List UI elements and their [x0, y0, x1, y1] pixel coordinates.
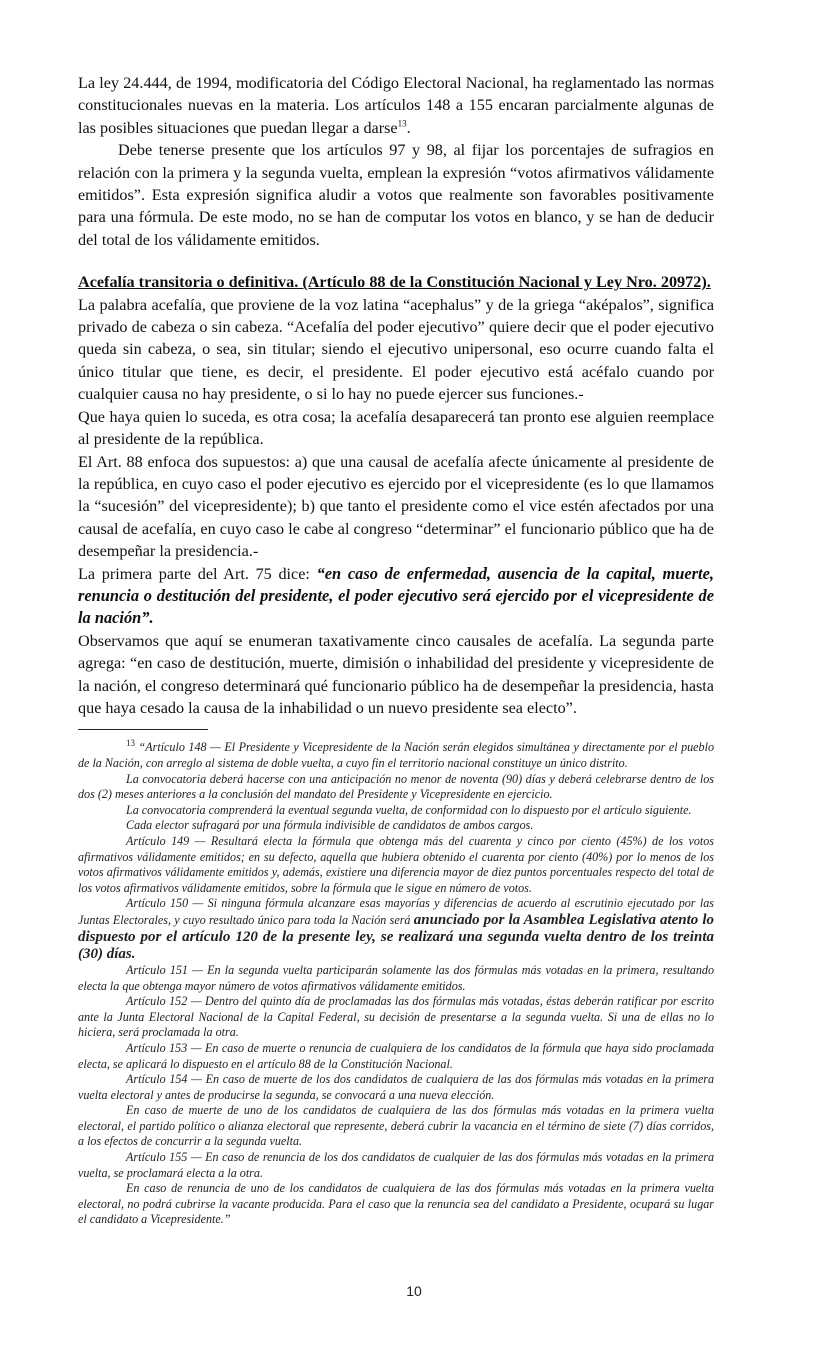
footnote-paragraph: Artículo 153 — En caso de muerte o renuncia de cualquiera de los candidatos de la fórmula que haya sido proclamada electa, se aplicará lo dispuesto en el artículo 88 de la Constitución Nacional.	[78, 1040, 714, 1071]
paragraph-votos-afirmativos: Debe tenerse presente que los artículos 97 y 98, al fijar los porcentajes de sufragios en relación con la primera y la segunda vuelta, emplean la expresión “votos afirmativos válidamente emitidos”. Esta expresión significa aludir a votos que realmente son favorables positivamente para una fórmula. De este modo, no se han de computar los votos en blanco, y se han de deducir del total de los válidamente emitidos.	[78, 141, 714, 249]
paragraph-causales: Observamos que aquí se enumeran taxativamente cinco causales de acefalía. La segunda parte agrega: “en caso de destitución, muerte, dimisión o inhabilidad del presidente y vicepresidente de la nación, el congreso determinará qué funcionario público ha de desempeñar la presidencia, hasta que haya cesado la causa de la inhabilidad o un nuevo presidente sea electo”.	[78, 631, 714, 717]
footnote-paragraph	[78, 896, 714, 963]
paragraph-end: .	[406, 118, 411, 137]
paragraph-lead: La primera parte del Art. 75 dice:	[78, 564, 317, 583]
footnote-13	[78, 736, 714, 771]
footnote-paragraph: Artículo 154 — En caso de muerte de los dos candidatos de cualquiera de las dos fórmulas más votadas en la primera vuelta electoral y antes de producirse la segunda, se convocará a una nueva elección.	[78, 1072, 714, 1102]
body-text	[78, 72, 714, 719]
quoted-text: “en caso de enfermedad, ausencia de la capital, muerte, renuncia o destitución del presidente, el poder ejecutivo será ejercido por el vicepresidente de la nación”.	[78, 563, 714, 628]
footnote-paragraph: En caso de renuncia de uno de los candidatos de cualquiera de las dos fórmulas más votadas en la primera vuelta electoral, no podrá cubrirse la vacante producida. Para el caso que la renuncia sea del candidato a Presidente, ocupará su lugar el candidato a Vicepresidente.”	[78, 1181, 714, 1227]
paragraph-art-75	[78, 563, 714, 630]
footnote-paragraph: Artículo 151 — En la segunda vuelta participarán solamente las dos fórmulas más votadas en la primera, resultando electa la que obtenga mayor número de votos afirmativos válidamente emitidos.	[78, 962, 714, 993]
footnote-paragraph: Artículo 155 — En caso de renuncia de los dos candidatos de cualquier de las dos fórmulas más votadas en la primera vuelta, se proclamará electa a la otra.	[78, 1150, 714, 1180]
spacer	[78, 251, 714, 271]
footnote-emphasis: anunciado por la Asamblea Legislativa atento lo dispuesto por el artículo 120 de la presente ley, se realizará una segunda vuelta dentro de los treinta (30) días.	[78, 911, 714, 962]
footnote-paragraph: En caso de muerte de uno de los candidatos de cualquiera de las dos fórmulas más votadas en la primera vuelta electoral, el partido político o alianza electoral que represente, deberá cubrir la vacancia en el término de siete (7) días corridos, a los efectos de concurrir a la segunda vuelta.	[78, 1103, 714, 1149]
footnote-text: “Artículo 148 — El Presidente y Vicepresidente de la Nación serán elegidos simultánea y directamente por el pueblo de la Nación, con arreglo al sistema de doble vuelta, a cuyo fin el territorio nacional constituye un único distrito.	[78, 740, 714, 770]
footnote-paragraph: La convocatoria deberá hacerse con una anticipación no menor de noventa (90) días y deberá celebrarse dentro de los dos (2) meses anteriores a la conclusión del mandato del Presidente y Vicepresidente en ejercicio.	[78, 771, 714, 802]
paragraph-text: La ley 24.444, de 1994, modificatoria del Código Electoral Nacional, ha reglamentado las normas constitucionales nuevas en la materia. Los artículos 148 a 155 encaran parcialmente algunas de las posibles situaciones que puedan llegar a darse	[78, 74, 714, 137]
document-page	[78, 72, 714, 1228]
footnote-text: Artículo 150 — Si ninguna fórmula alcanzare esas mayorías y diferencias de acuerdo al escrutinio ejecutado por las Juntas Electorales, y cuyo resultado único para toda la Nación será	[78, 896, 714, 927]
paragraph-ley-24444	[78, 72, 714, 139]
footnote-separator	[78, 729, 208, 730]
footnote-reference[interactable]: 13	[397, 118, 407, 129]
footnotes	[78, 736, 714, 1228]
paragraph-art-88: El Art. 88 enfoca dos supuestos: a) que una causal de acefalía afecte únicamente al presidente de la república, en cuyo caso el poder ejecutivo es ejercido por el vicepresidente (es lo que llamamos la “sucesión” del vicepresidente); b) que tanto el presidente como el vice estén afectados por una causal de acefalía, en cuyo caso le cabe al congreso “determinar” el funcionario público que ha de desempeñar la presidencia.-	[78, 452, 714, 561]
section-heading: Acefalía transitoria o definitiva. (Artículo 88 de la Constitución Nacional y Ley Nro. 20972).	[78, 273, 711, 292]
footnote-paragraph: La convocatoria comprenderá la eventual segunda vuelta, de conformidad con lo dispuesto por el artículo siguiente.	[126, 802, 692, 817]
paragraph-acefalia-definition: La palabra acefalía, que proviene de la voz latina “acephalus” y de la griega “aképalos”, significa privado de cabeza o sin cabeza. “Acefalía del poder ejecutivo” quiere decir que el poder ejecutivo queda sin cabeza, o sea, sin titular; siendo el ejecutivo unipersonal, eso ocurre cuando falta el único titular que tiene, es decir, el presidente. El poder ejecutivo está acéfalo cuando por cualquier causa no hay presidente, o si lo hay no puede ejercer sus funciones.-	[78, 295, 714, 404]
footnote-paragraph: Artículo 149 — Resultará electa la fórmula que obtenga más del cuarenta y cinco por ciento (45%) de los votos afirmativos válidamente emitidos; en su defecto, aquella que hubiera obtenido el cuarenta por ciento (40%) por lo menos de los votos afirmativos válidamente emitidos y, además, existiere una diferencia mayor de diez puntos porcentuales respecto del total de los votos afirmativos válidamente emitidos, sobre la fórmula que le sigue en número de votos.	[78, 833, 714, 895]
paragraph-sucesion: Que haya quien lo suceda, es otra cosa; la acefalía desaparecerá tan pronto ese alguien reemplace al presidente de la república.	[78, 407, 714, 449]
footnote-number: 13	[126, 738, 135, 749]
footnote-paragraph: Cada elector sufragará por una fórmula indivisible de candidatos de ambos cargos.	[126, 818, 534, 833]
footnote-paragraph: Artículo 152 — Dentro del quinto día de proclamadas las dos fórmulas más votadas, éstas deberán ratificar por escrito ante la Junta Electoral Nacional de la Capital Federal, su decisión de presentarse a la segunda vuelta. Si una de ellas no lo hiciera, será proclamada la otra.	[78, 994, 714, 1040]
page-number: 10	[406, 1283, 422, 1299]
